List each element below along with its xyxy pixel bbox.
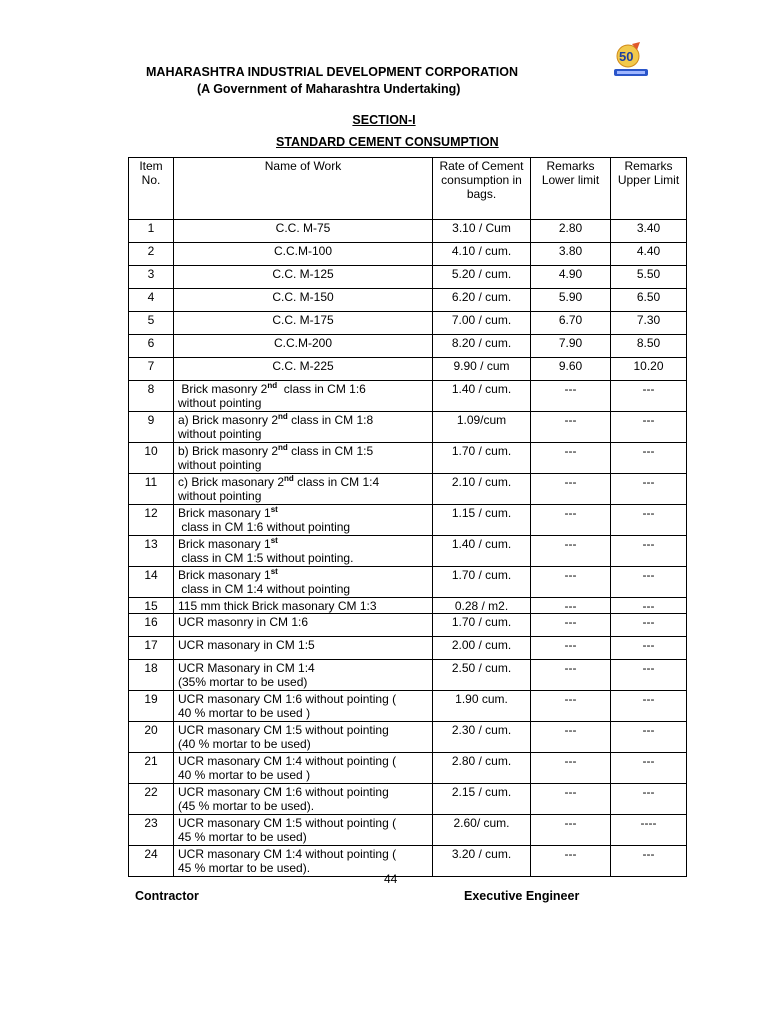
table-row: [129, 660, 687, 691]
rate-cell: 1.40 / cum.: [433, 381, 531, 412]
upper-limit-cell: 5.50: [611, 266, 687, 289]
table-row: [129, 266, 687, 289]
work-name-text: UCR masonary CM 1:6 without pointing: [178, 785, 389, 799]
item-number-cell: 9: [129, 412, 174, 443]
table-row: [129, 358, 687, 381]
work-name-text: Brick masonary 1: [178, 568, 271, 582]
table-row: [129, 598, 687, 614]
lower-limit-cell: ---: [531, 505, 611, 536]
ordinal-superscript: nd: [267, 381, 278, 390]
lower-limit-cell: 6.70: [531, 312, 611, 335]
work-name-text: b) Brick masonry 2: [178, 444, 279, 458]
upper-limit-cell: 7.30: [611, 312, 687, 335]
rate-cell: 2.80 / cum.: [433, 753, 531, 784]
lower-limit-cell: ---: [531, 381, 611, 412]
table-row: [129, 614, 687, 637]
upper-limit-cell: ---: [611, 536, 687, 567]
lower-limit-cell: ---: [531, 474, 611, 505]
work-name-text: C.C. M-75: [275, 221, 331, 235]
work-name-text: c) Brick masonary 2: [178, 475, 285, 489]
table-row: [129, 722, 687, 753]
work-name-cell: [174, 443, 433, 474]
work-name-text-cont: class in CM 1:4: [293, 475, 380, 489]
item-number-cell: 1: [129, 220, 174, 243]
table-row: [129, 784, 687, 815]
work-name-text: C.C. M-175: [272, 313, 334, 327]
ordinal-superscript: st: [270, 567, 278, 576]
item-number-cell: 12: [129, 505, 174, 536]
lower-limit-cell: 5.90: [531, 289, 611, 312]
work-name-second-line: class in CM 1:5 without pointing.: [178, 551, 354, 565]
work-name-cell: [174, 536, 433, 567]
table-row: [129, 815, 687, 846]
work-name-second-line: without pointing: [178, 489, 262, 503]
work-name-cell: [174, 474, 433, 505]
lower-limit-cell: ---: [531, 660, 611, 691]
work-name-text: C.C. M-125: [272, 267, 334, 281]
rate-cell: 3.20 / cum.: [433, 846, 531, 877]
upper-limit-cell: ----: [611, 815, 687, 846]
item-number-cell: 22: [129, 784, 174, 815]
item-number-cell: 23: [129, 815, 174, 846]
work-name-text: Brick masonry 2: [178, 382, 268, 396]
upper-limit-cell: ---: [611, 660, 687, 691]
work-name-text: Brick masonary 1: [178, 506, 271, 520]
item-number-cell: 17: [129, 637, 174, 660]
lower-limit-cell: ---: [531, 598, 611, 614]
lower-limit-cell: 3.80: [531, 243, 611, 266]
upper-limit-cell: ---: [611, 443, 687, 474]
upper-limit-cell: ---: [611, 505, 687, 536]
rate-cell: 4.10 / cum.: [433, 243, 531, 266]
work-name-text: UCR masonary CM 1:4 without pointing (: [178, 754, 397, 768]
table-row: [129, 753, 687, 784]
item-number-cell: 4: [129, 289, 174, 312]
work-name-cell: [174, 266, 433, 289]
lower-limit-cell: ---: [531, 637, 611, 660]
work-name-cell: [174, 722, 433, 753]
table-row: [129, 335, 687, 358]
work-name-cell: [174, 358, 433, 381]
lower-limit-cell: 4.90: [531, 266, 611, 289]
rate-cell: 5.20 / cum.: [433, 266, 531, 289]
lower-limit-cell: ---: [531, 722, 611, 753]
upper-limit-cell: ---: [611, 846, 687, 877]
work-name-text: UCR masonary in CM 1:5: [178, 638, 315, 652]
work-name-second-line: without pointing: [178, 396, 262, 410]
work-name-cell: [174, 335, 433, 358]
work-name-text: C.C.M-100: [273, 244, 332, 258]
work-name-cell: [174, 289, 433, 312]
item-number-cell: 19: [129, 691, 174, 722]
rate-cell: 3.10 / Cum: [433, 220, 531, 243]
rate-cell: 2.10 / cum.: [433, 474, 531, 505]
work-name-text-cont: class in CM 1:5: [287, 444, 374, 458]
rate-cell: 2.15 / cum.: [433, 784, 531, 815]
lower-limit-cell: ---: [531, 815, 611, 846]
lower-limit-cell: 7.90: [531, 335, 611, 358]
work-name-second-line: (35% mortar to be used): [178, 675, 308, 689]
work-name-cell: [174, 505, 433, 536]
item-number-cell: 13: [129, 536, 174, 567]
org-name: MAHARASHTRA INDUSTRIAL DEVELOPMENT CORPORATION: [146, 65, 518, 79]
header-name-of-work: Name of Work: [174, 158, 433, 220]
work-name-cell: [174, 243, 433, 266]
item-number-cell: 5: [129, 312, 174, 335]
lower-limit-cell: ---: [531, 567, 611, 598]
work-name-text: UCR masonary CM 1:5 without pointing: [178, 723, 389, 737]
table-row: [129, 243, 687, 266]
lower-limit-cell: 9.60: [531, 358, 611, 381]
rate-cell: 2.30 / cum.: [433, 722, 531, 753]
work-name-second-line: class in CM 1:6 without pointing: [178, 520, 351, 534]
section-subtitle: STANDARD CEMENT CONSUMPTION: [276, 135, 499, 149]
table-row: [129, 536, 687, 567]
header-remarks-lower: Remarks Lower limit: [531, 158, 611, 220]
work-name-second-line: 40 % mortar to be used ): [178, 706, 311, 720]
rate-cell: 1.40 / cum.: [433, 536, 531, 567]
ordinal-superscript: st: [270, 536, 278, 545]
work-name-cell: [174, 412, 433, 443]
work-name-text: UCR masonary CM 1:6 without pointing (: [178, 692, 397, 706]
rate-cell: 1.70 / cum.: [433, 567, 531, 598]
work-name-second-line: 40 % mortar to be used ): [178, 768, 311, 782]
lower-limit-cell: 2.80: [531, 220, 611, 243]
work-name-cell: [174, 598, 433, 614]
rate-cell: 1.15 / cum.: [433, 505, 531, 536]
item-number-cell: 21: [129, 753, 174, 784]
item-number-cell: 16: [129, 614, 174, 637]
work-name-second-line: 45 % mortar to be used).: [178, 861, 311, 875]
rate-cell: 1.09/cum: [433, 412, 531, 443]
work-name-text: UCR Masonary in CM 1:4: [178, 661, 315, 675]
table-header-row: [129, 158, 687, 220]
work-name-second-line: class in CM 1:4 without pointing: [178, 582, 351, 596]
table-row: [129, 637, 687, 660]
header-remarks-upper: Remarks Upper Limit: [611, 158, 687, 220]
upper-limit-cell: 6.50: [611, 289, 687, 312]
lower-limit-cell: ---: [531, 846, 611, 877]
item-number-cell: 8: [129, 381, 174, 412]
work-name-cell: [174, 660, 433, 691]
rate-cell: 2.00 / cum.: [433, 637, 531, 660]
lower-limit-cell: ---: [531, 784, 611, 815]
rate-cell: 1.70 / cum.: [433, 614, 531, 637]
item-number-cell: 7: [129, 358, 174, 381]
work-name-cell: [174, 567, 433, 598]
item-number-cell: 18: [129, 660, 174, 691]
work-name-cell: [174, 381, 433, 412]
work-name-text: C.C. M-150: [272, 290, 334, 304]
work-name-text: Brick masonary 1: [178, 537, 271, 551]
upper-limit-cell: ---: [611, 567, 687, 598]
table-row: [129, 505, 687, 536]
work-name-text: 115 mm thick Brick masonary CM 1:3: [178, 599, 377, 613]
page-number: 44: [384, 872, 398, 886]
header-rate: Rate of Cement consumption in bags.: [433, 158, 531, 220]
rate-cell: 6.20 / cum.: [433, 289, 531, 312]
upper-limit-cell: 4.40: [611, 243, 687, 266]
item-number-cell: 14: [129, 567, 174, 598]
item-number-cell: 6: [129, 335, 174, 358]
ordinal-superscript: st: [270, 505, 278, 514]
lower-limit-cell: ---: [531, 443, 611, 474]
lower-limit-cell: ---: [531, 536, 611, 567]
table-row: [129, 691, 687, 722]
work-name-text-cont: class in CM 1:6: [277, 382, 366, 396]
table-row: [129, 289, 687, 312]
rate-cell: 2.50 / cum.: [433, 660, 531, 691]
item-number-cell: 3: [129, 266, 174, 289]
rate-cell: 1.70 / cum.: [433, 443, 531, 474]
work-name-text: C.C. M-225: [272, 359, 334, 373]
upper-limit-cell: 3.40: [611, 220, 687, 243]
cement-consumption-table: [128, 157, 687, 877]
table-row: [129, 474, 687, 505]
engineer-signature-label: Executive Engineer: [464, 889, 580, 903]
work-name-cell: [174, 691, 433, 722]
item-number-cell: 10: [129, 443, 174, 474]
ordinal-superscript: nd: [278, 412, 288, 421]
table-row: [129, 381, 687, 412]
lower-limit-cell: ---: [531, 691, 611, 722]
work-name-text: a) Brick masonry 2: [178, 413, 279, 427]
logo-text: 50: [619, 49, 634, 64]
lower-limit-cell: ---: [531, 753, 611, 784]
table-row: [129, 846, 687, 877]
rate-cell: 0.28 / m2.: [433, 598, 531, 614]
section-title: SECTION-I: [352, 113, 416, 127]
table-row: [129, 443, 687, 474]
table-row: [129, 412, 687, 443]
midc-50-years-logo: [610, 40, 652, 80]
table-row: [129, 567, 687, 598]
upper-limit-cell: ---: [611, 691, 687, 722]
work-name-cell: [174, 637, 433, 660]
lower-limit-cell: ---: [531, 614, 611, 637]
contractor-signature-label: Contractor: [135, 889, 199, 903]
rate-cell: 7.00 / cum.: [433, 312, 531, 335]
ordinal-superscript: nd: [284, 474, 294, 483]
upper-limit-cell: 8.50: [611, 335, 687, 358]
header-item-no: Item No.: [129, 158, 174, 220]
work-name-second-line: (40 % mortar to be used): [178, 737, 311, 751]
upper-limit-cell: ---: [611, 474, 687, 505]
upper-limit-cell: ---: [611, 598, 687, 614]
upper-limit-cell: 10.20: [611, 358, 687, 381]
work-name-cell: [174, 815, 433, 846]
work-name-second-line: without pointing: [178, 427, 262, 441]
table-row: [129, 220, 687, 243]
work-name-cell: [174, 753, 433, 784]
work-name-text: C.C.M-200: [273, 336, 332, 350]
item-number-cell: 15: [129, 598, 174, 614]
work-name-text: UCR masonry in CM 1:6: [178, 615, 309, 629]
work-name-second-line: (45 % mortar to be used).: [178, 799, 315, 813]
rate-cell: 8.20 / cum.: [433, 335, 531, 358]
upper-limit-cell: ---: [611, 412, 687, 443]
upper-limit-cell: ---: [611, 722, 687, 753]
upper-limit-cell: ---: [611, 753, 687, 784]
item-number-cell: 20: [129, 722, 174, 753]
ordinal-superscript: nd: [278, 443, 288, 452]
table-row: [129, 312, 687, 335]
work-name-text-cont: class in CM 1:8: [287, 413, 374, 427]
rate-cell: 1.90 cum.: [433, 691, 531, 722]
org-subtitle: (A Government of Maharashtra Undertaking): [197, 82, 461, 96]
work-name-cell: [174, 312, 433, 335]
upper-limit-cell: ---: [611, 614, 687, 637]
upper-limit-cell: ---: [611, 637, 687, 660]
rate-cell: 2.60/ cum.: [433, 815, 531, 846]
work-name-text: UCR masonary CM 1:4 without pointing (: [178, 847, 397, 861]
upper-limit-cell: ---: [611, 381, 687, 412]
upper-limit-cell: ---: [611, 784, 687, 815]
work-name-second-line: 45 % mortar to be used): [178, 830, 307, 844]
work-name-cell: [174, 614, 433, 637]
work-name-cell: [174, 784, 433, 815]
item-number-cell: 11: [129, 474, 174, 505]
work-name-text: UCR masonary CM 1:5 without pointing (: [178, 816, 397, 830]
lower-limit-cell: ---: [531, 412, 611, 443]
work-name-second-line: without pointing: [178, 458, 262, 472]
work-name-cell: [174, 220, 433, 243]
table-body: [129, 220, 687, 877]
rate-cell: 9.90 / cum: [433, 358, 531, 381]
item-number-cell: 2: [129, 243, 174, 266]
item-number-cell: 24: [129, 846, 174, 877]
